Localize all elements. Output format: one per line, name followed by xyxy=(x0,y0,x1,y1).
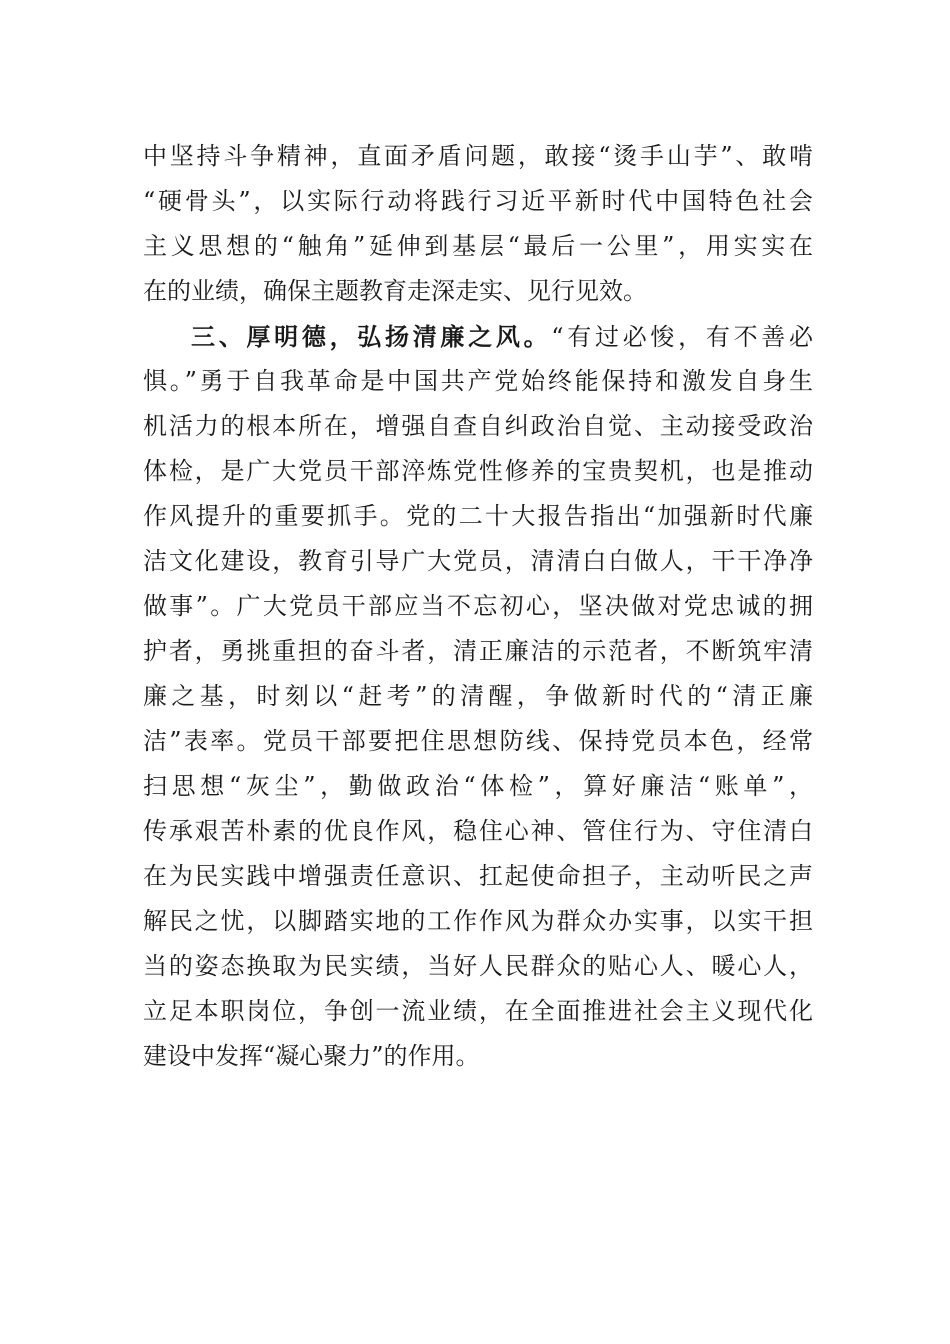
paragraph-line: 护者，勇挑重担的奋斗者，清正廉洁的示范者，不断筑牢清 xyxy=(143,637,813,665)
paragraph-first-line xyxy=(143,314,813,359)
paragraph-line: 中坚持斗争精神，直面矛盾问题，敢接“烫手山芋”、敢啃 xyxy=(143,142,813,170)
paragraph-line: 立足本职岗位，争创一流业绩，在全面推进社会主义现代化 xyxy=(143,997,813,1025)
paragraph-line: 洁文化建设，教育引导广大党员，清清白白做人，干干净净 xyxy=(143,547,813,575)
document-body xyxy=(143,134,813,1079)
paragraph-line: 在的业绩，确保主题教育走深走实、见行见效。 xyxy=(143,277,647,305)
paragraph-2 xyxy=(143,314,813,1079)
paragraph-line: 机活力的根本所在，增强自查自纠政治自觉、主动接受政治 xyxy=(143,412,813,440)
paragraph-line: 在为民实践中增强责任意识、扛起使命担子，主动听民之声 xyxy=(143,862,813,890)
paragraph-line: 惧。”勇于自我革命是中国共产党始终能保持和激发自身生 xyxy=(143,367,813,395)
heading-quote: “有过必悛，有不善必 xyxy=(551,323,813,351)
paragraph-line: 廉之基，时刻以“赶考”的清醒，争做新时代的“清正廉 xyxy=(143,682,813,710)
paragraph-line: 体检，是广大党员干部淬炼党性修养的宝贵契机，也是推动 xyxy=(143,457,813,485)
paragraph-line: 当的姿态换取为民实绩，当好人民群众的贴心人、暖心人， xyxy=(143,952,813,980)
paragraph-line: 建设中发挥“凝心聚力”的作用。 xyxy=(143,1042,480,1070)
paragraph-line: 做事”。广大党员干部应当不忘初心，坚决做对党忠诚的拥 xyxy=(143,592,813,620)
section-heading: 三、厚明德，弘扬清廉之风。 xyxy=(191,322,552,351)
paragraph-line: 洁”表率。党员干部要把住思想防线、保持党员本色，经常 xyxy=(143,727,813,755)
paragraph-line: 主义思想的“触角”延伸到基层“最后一公里”，用实实在 xyxy=(143,232,813,260)
paragraph-line: 扫思想“灰尘”，勤做政治“体检”，算好廉洁“账单”， xyxy=(143,772,813,800)
paragraph-line: “硬骨头”，以实际行动将践行习近平新时代中国特色社会 xyxy=(143,187,813,215)
paragraph-line: 解民之忧，以脚踏实地的工作作风为群众办实事，以实干担 xyxy=(143,907,813,935)
paragraph-line: 传承艰苦朴素的优良作风，稳住心神、管住行为、守住清白 xyxy=(143,817,813,845)
paragraph-line: 作风提升的重要抓手。党的二十大报告指出“加强新时代廉 xyxy=(143,502,813,530)
paragraph-1 xyxy=(143,134,813,314)
